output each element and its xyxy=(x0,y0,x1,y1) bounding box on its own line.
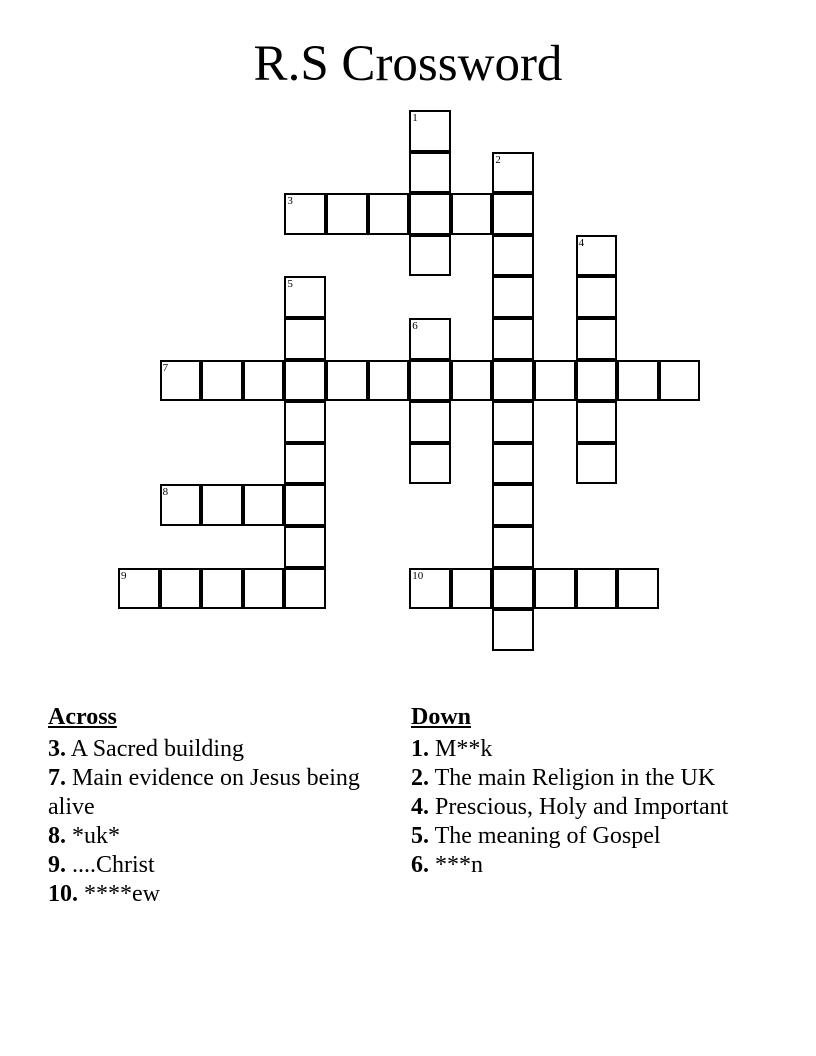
crossword-cell[interactable] xyxy=(368,193,410,235)
crossword-cell[interactable] xyxy=(492,484,534,526)
clue-number: 8. xyxy=(48,823,66,849)
crossword-cell[interactable] xyxy=(576,443,618,485)
crossword-cell[interactable] xyxy=(284,443,326,485)
crossword-cell[interactable] xyxy=(284,484,326,526)
crossword-cell[interactable] xyxy=(576,318,618,360)
cell-number: 5 xyxy=(287,278,293,291)
crossword-cell[interactable] xyxy=(409,235,451,277)
clue-text: The main Religion in the UK xyxy=(434,765,716,791)
clue-across-3 xyxy=(48,735,378,764)
crossword-cell[interactable] xyxy=(160,360,202,402)
cell-number: 6 xyxy=(412,320,418,332)
clue-text: A Sacred building xyxy=(70,736,244,762)
across-heading: Across xyxy=(48,704,117,730)
cell-number: 1 xyxy=(412,112,418,124)
crossword-cell[interactable] xyxy=(492,276,534,318)
crossword-cell[interactable] xyxy=(451,193,493,235)
crossword-cell[interactable] xyxy=(409,193,451,235)
across-clues xyxy=(48,703,378,909)
crossword-cell[interactable] xyxy=(576,568,618,610)
crossword-cell[interactable] xyxy=(492,526,534,568)
crossword-cell[interactable] xyxy=(284,360,326,402)
clue-down-4 xyxy=(411,793,771,822)
crossword-cell[interactable] xyxy=(160,484,202,526)
crossword-cell[interactable] xyxy=(409,152,451,194)
crossword-cell[interactable] xyxy=(492,609,534,651)
crossword-cell[interactable] xyxy=(534,360,576,402)
cell-number: 4 xyxy=(578,236,585,249)
crossword-cell[interactable] xyxy=(659,360,701,402)
crossword-cell[interactable] xyxy=(201,568,243,610)
clue-down-5 xyxy=(411,822,771,851)
crossword-cell[interactable] xyxy=(617,360,659,402)
crossword-cell[interactable] xyxy=(284,193,326,235)
crossword-cell[interactable] xyxy=(492,360,534,402)
cell-number: 7 xyxy=(162,361,169,374)
crossword-cell[interactable] xyxy=(118,568,160,610)
clue-text: Main evidence on Jesus being alive xyxy=(48,765,360,820)
crossword-cell[interactable] xyxy=(409,318,451,360)
crossword-cell[interactable] xyxy=(368,360,410,402)
cell-number: 8 xyxy=(162,486,169,499)
crossword-cell[interactable] xyxy=(409,360,451,402)
clue-number: 6. xyxy=(411,852,429,878)
crossword-cell[interactable] xyxy=(492,193,534,235)
crossword-cell[interactable] xyxy=(243,360,285,402)
crossword-cell[interactable] xyxy=(617,568,659,610)
clue-number: 4. xyxy=(411,794,429,820)
crossword-cell[interactable] xyxy=(576,401,618,443)
down-clues xyxy=(411,703,771,880)
crossword-cell[interactable] xyxy=(409,568,451,610)
cell-number: 3 xyxy=(287,195,293,208)
clue-down-6 xyxy=(411,851,771,880)
crossword-cell[interactable] xyxy=(160,568,202,610)
clue-text: ****ew xyxy=(84,881,160,907)
clue-number: 1. xyxy=(411,736,429,762)
crossword-cell[interactable] xyxy=(201,484,243,526)
crossword-cell[interactable] xyxy=(492,401,534,443)
crossword-cell[interactable] xyxy=(201,360,243,402)
clue-text: The meaning of Gospel xyxy=(434,823,661,849)
crossword-cell[interactable] xyxy=(492,152,534,194)
cell-number: 2 xyxy=(495,153,501,166)
clue-text: Prescious, Holy and Important xyxy=(435,794,729,820)
crossword-cell[interactable] xyxy=(326,193,368,235)
crossword-cell[interactable] xyxy=(284,526,326,568)
down-heading: Down xyxy=(411,704,472,730)
crossword-cell[interactable] xyxy=(243,568,285,610)
page-title: R.S Crossword xyxy=(253,36,563,92)
crossword-cell[interactable] xyxy=(284,568,326,610)
crossword-cell[interactable] xyxy=(284,401,326,443)
crossword-cell[interactable] xyxy=(576,276,618,318)
crossword-cell[interactable] xyxy=(492,318,534,360)
crossword-cell[interactable] xyxy=(409,401,451,443)
cell-number: 9 xyxy=(121,569,127,582)
crossword-cell[interactable] xyxy=(576,235,618,277)
clue-across-9 xyxy=(48,851,378,880)
cell-number: 10 xyxy=(412,569,424,582)
clue-number: 2. xyxy=(411,765,429,791)
crossword-cell[interactable] xyxy=(451,568,493,610)
clue-down-2 xyxy=(411,764,771,793)
clue-text: ....Christ xyxy=(72,852,155,878)
crossword-cell[interactable] xyxy=(284,276,326,318)
crossword-cell[interactable] xyxy=(492,568,534,610)
crossword-cell[interactable] xyxy=(326,360,368,402)
crossword-cell[interactable] xyxy=(243,484,285,526)
clue-across-10 xyxy=(48,880,378,909)
clue-number: 5. xyxy=(411,823,429,849)
clue-number: 7. xyxy=(48,765,66,791)
crossword-cell[interactable] xyxy=(284,318,326,360)
clue-text: *uk* xyxy=(72,823,120,849)
clue-text: M**k xyxy=(435,736,493,762)
crossword-cell[interactable] xyxy=(451,360,493,402)
clue-across-8 xyxy=(48,822,378,851)
clue-number: 3. xyxy=(48,736,66,762)
crossword-cell[interactable] xyxy=(534,568,576,610)
clue-text: ***n xyxy=(435,852,483,878)
crossword-cell[interactable] xyxy=(492,443,534,485)
crossword-cell[interactable] xyxy=(409,443,451,485)
clue-number: 10. xyxy=(48,881,78,907)
clue-across-7 xyxy=(48,764,378,822)
clue-down-1 xyxy=(411,735,771,764)
crossword-cell[interactable] xyxy=(576,360,618,402)
clue-number: 9. xyxy=(48,852,66,878)
crossword-cell[interactable] xyxy=(409,110,451,152)
crossword-cell[interactable] xyxy=(492,235,534,277)
